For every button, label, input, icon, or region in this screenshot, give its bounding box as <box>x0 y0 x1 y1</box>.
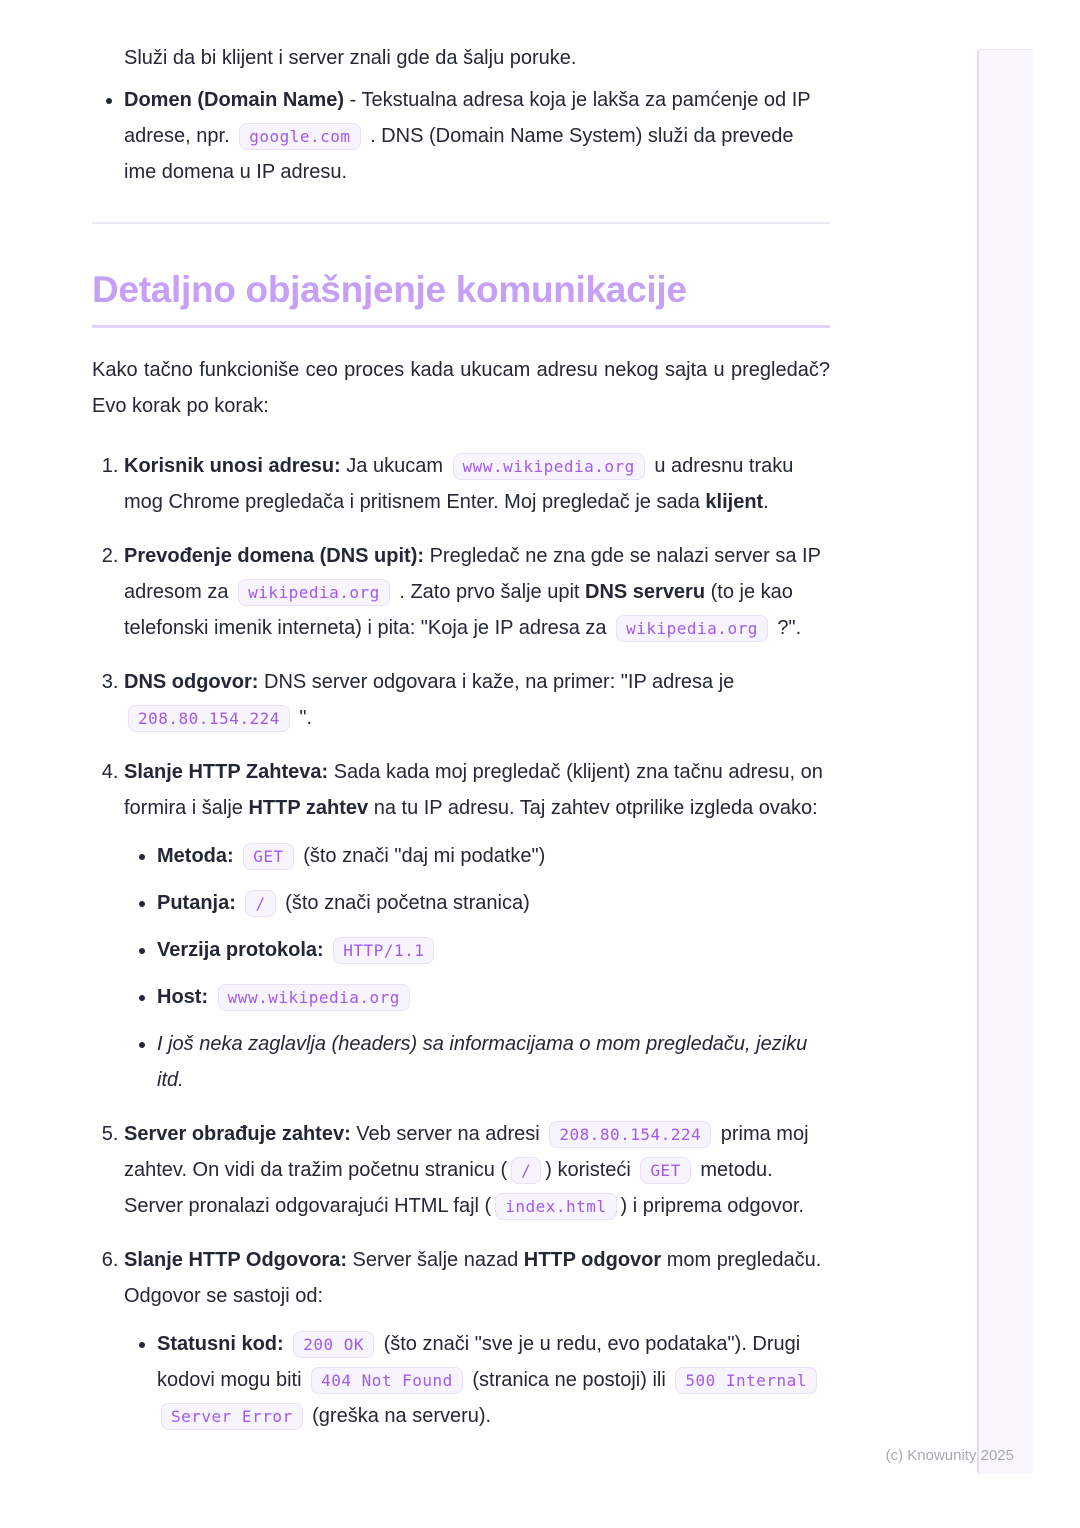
inline-code: 500 Internal Server Error <box>161 1367 817 1430</box>
step-text: Slanje HTTP Zahteva: Sada kada moj pregledač (klijent) zna tačnu adresu, on formira i šalje HTTP zahtev na tu IP adresu. Taj zahtev otprilike izgleda ovako: <box>124 761 823 820</box>
list-item-host <box>157 979 830 1015</box>
inline-code: / <box>511 1157 541 1184</box>
bold-text: HTTP odgovor <box>523 1249 662 1272</box>
section-title: Detaljno objašnjenje komunikacije <box>92 269 687 310</box>
inline-code: 208.80.154.224 <box>549 1121 711 1148</box>
step-item-6 <box>124 1242 830 1434</box>
step-item-1 <box>124 448 830 520</box>
step-text: Korisnik unosi adresu: Ja ukucam www.wikipedia.org u adresnu traku mog Chrome pregledača i pritisnem Enter. Moj pregledač je sada klijent. <box>124 455 794 514</box>
bold-text: Slanje HTTP Odgovora: <box>124 1249 347 1272</box>
document-content <box>92 40 830 1452</box>
inline-code: 208.80.154.224 <box>128 705 290 732</box>
inline-code: www.wikipedia.org <box>453 453 645 480</box>
list-item-path: • Putanja: / (što znači početna stranica) <box>157 885 830 921</box>
inline-code: wikipedia.org <box>238 579 390 606</box>
list-item-domain: • Domen (Domain Name) - Tekstualna adresa koja je lakša za pamćenje od IP adrese, npr. google.com . DNS (Domain Name System) služi da prevede ime domena u IP adresu. <box>124 82 830 190</box>
inline-code: 200 OK <box>293 1331 374 1358</box>
page-edge-decoration <box>977 49 1033 1474</box>
section-divider <box>92 222 830 224</box>
inline-code: google.com <box>239 123 360 150</box>
list-item-protocol <box>157 932 830 968</box>
step-item-3 <box>124 664 830 736</box>
step-text: Slanje HTTP Odgovora: Server šalje nazad HTTP odgovor mom pregledaču. Odgovor se sastoji od: <box>124 1249 822 1308</box>
inline-code: GET <box>243 843 293 870</box>
intro-paragraph: Kako tačno funkcioniše ceo proces kada ukucam adresu nekog sajta u pregledač? Evo korak po korak: <box>92 359 830 418</box>
bold-text: Slanje HTTP Zahteva: <box>124 761 329 784</box>
bold-text: Host: <box>157 986 209 1009</box>
bullet-continuation-text: Služi da bi klijent i server znali gde da šalju poruke. <box>124 47 577 69</box>
inline-code: HTTP/1.1 <box>333 937 434 964</box>
copyright-text: (c) Knowunity 2025 <box>885 1447 1014 1464</box>
step-item-5 <box>124 1116 830 1224</box>
step-item-4 <box>124 754 830 1098</box>
step-item-2 <box>124 538 830 646</box>
bold-text: klijent <box>705 491 764 514</box>
step-text: DNS odgovor: DNS server odgovara i kaže, na primer: "IP adresa je 208.80.154.224 ". <box>124 671 734 729</box>
bold-text: Verzija protokola: <box>157 939 324 962</box>
bold-text: Korisnik unosi adresu: <box>124 455 341 478</box>
bold-text: Server obrađuje zahtev: <box>124 1123 351 1146</box>
definition-list <box>92 82 830 190</box>
bold-text: DNS serveru <box>585 581 706 604</box>
bold-text: Putanja: <box>157 892 236 915</box>
inline-code: / <box>245 890 275 917</box>
step-text: Prevođenje domena (DNS upit): Pregledač ne zna gde se nalazi server sa IP adresom za wikipedia.org . Zato prvo šalje upit DNS serveru (to je kao telefonski imenik interneta) i pita: "Koja je IP adresa za wikipedia.org ?". <box>124 545 821 639</box>
list-item-method: • Metoda: GET (što znači "daj mi podatke") <box>157 838 830 874</box>
list-item-status-code: • Statusni kod: 200 OK (što znači "sve je u redu, evo podataka"). Drugi kodovi mogu biti 404 Not Found (stranica ne postoji) ili 500 Internal Server Error (greška na serveru). <box>157 1326 830 1434</box>
step-text: Server obrađuje zahtev: Veb server na adresi 208.80.154.224 prima moj zahtev. On vidi da tražim početnu stranicu ( / ) koristeći GET metodu. Server pronalazi odgovarajući HTML fajl ( index.html ) i priprema odgovor. <box>124 1123 809 1217</box>
http-response-parts-list <box>124 1326 830 1434</box>
title-underline <box>92 325 830 328</box>
http-request-parts-list <box>124 838 830 1098</box>
bold-text: HTTP zahtev <box>248 797 369 820</box>
bold-text: Prevođenje domena (DNS upit): <box>124 545 425 568</box>
steps-list <box>92 448 830 1434</box>
bold-text: Domen (Domain Name) <box>124 89 345 111</box>
italic-text: I još neka zaglavlja (headers) sa informacijama o mom pregledaču, jeziku itd. <box>157 1033 808 1092</box>
inline-code: index.html <box>495 1193 616 1220</box>
list-item-headers <box>157 1026 830 1098</box>
inline-code: wikipedia.org <box>616 615 768 642</box>
inline-code: www.wikipedia.org <box>218 984 410 1011</box>
inline-code: GET <box>640 1157 690 1184</box>
bold-text: Metoda: <box>157 845 234 868</box>
bold-text: DNS odgovor: <box>124 671 259 694</box>
inline-code: 404 Not Found <box>311 1367 463 1394</box>
bold-text: Statusni kod: <box>157 1333 284 1356</box>
